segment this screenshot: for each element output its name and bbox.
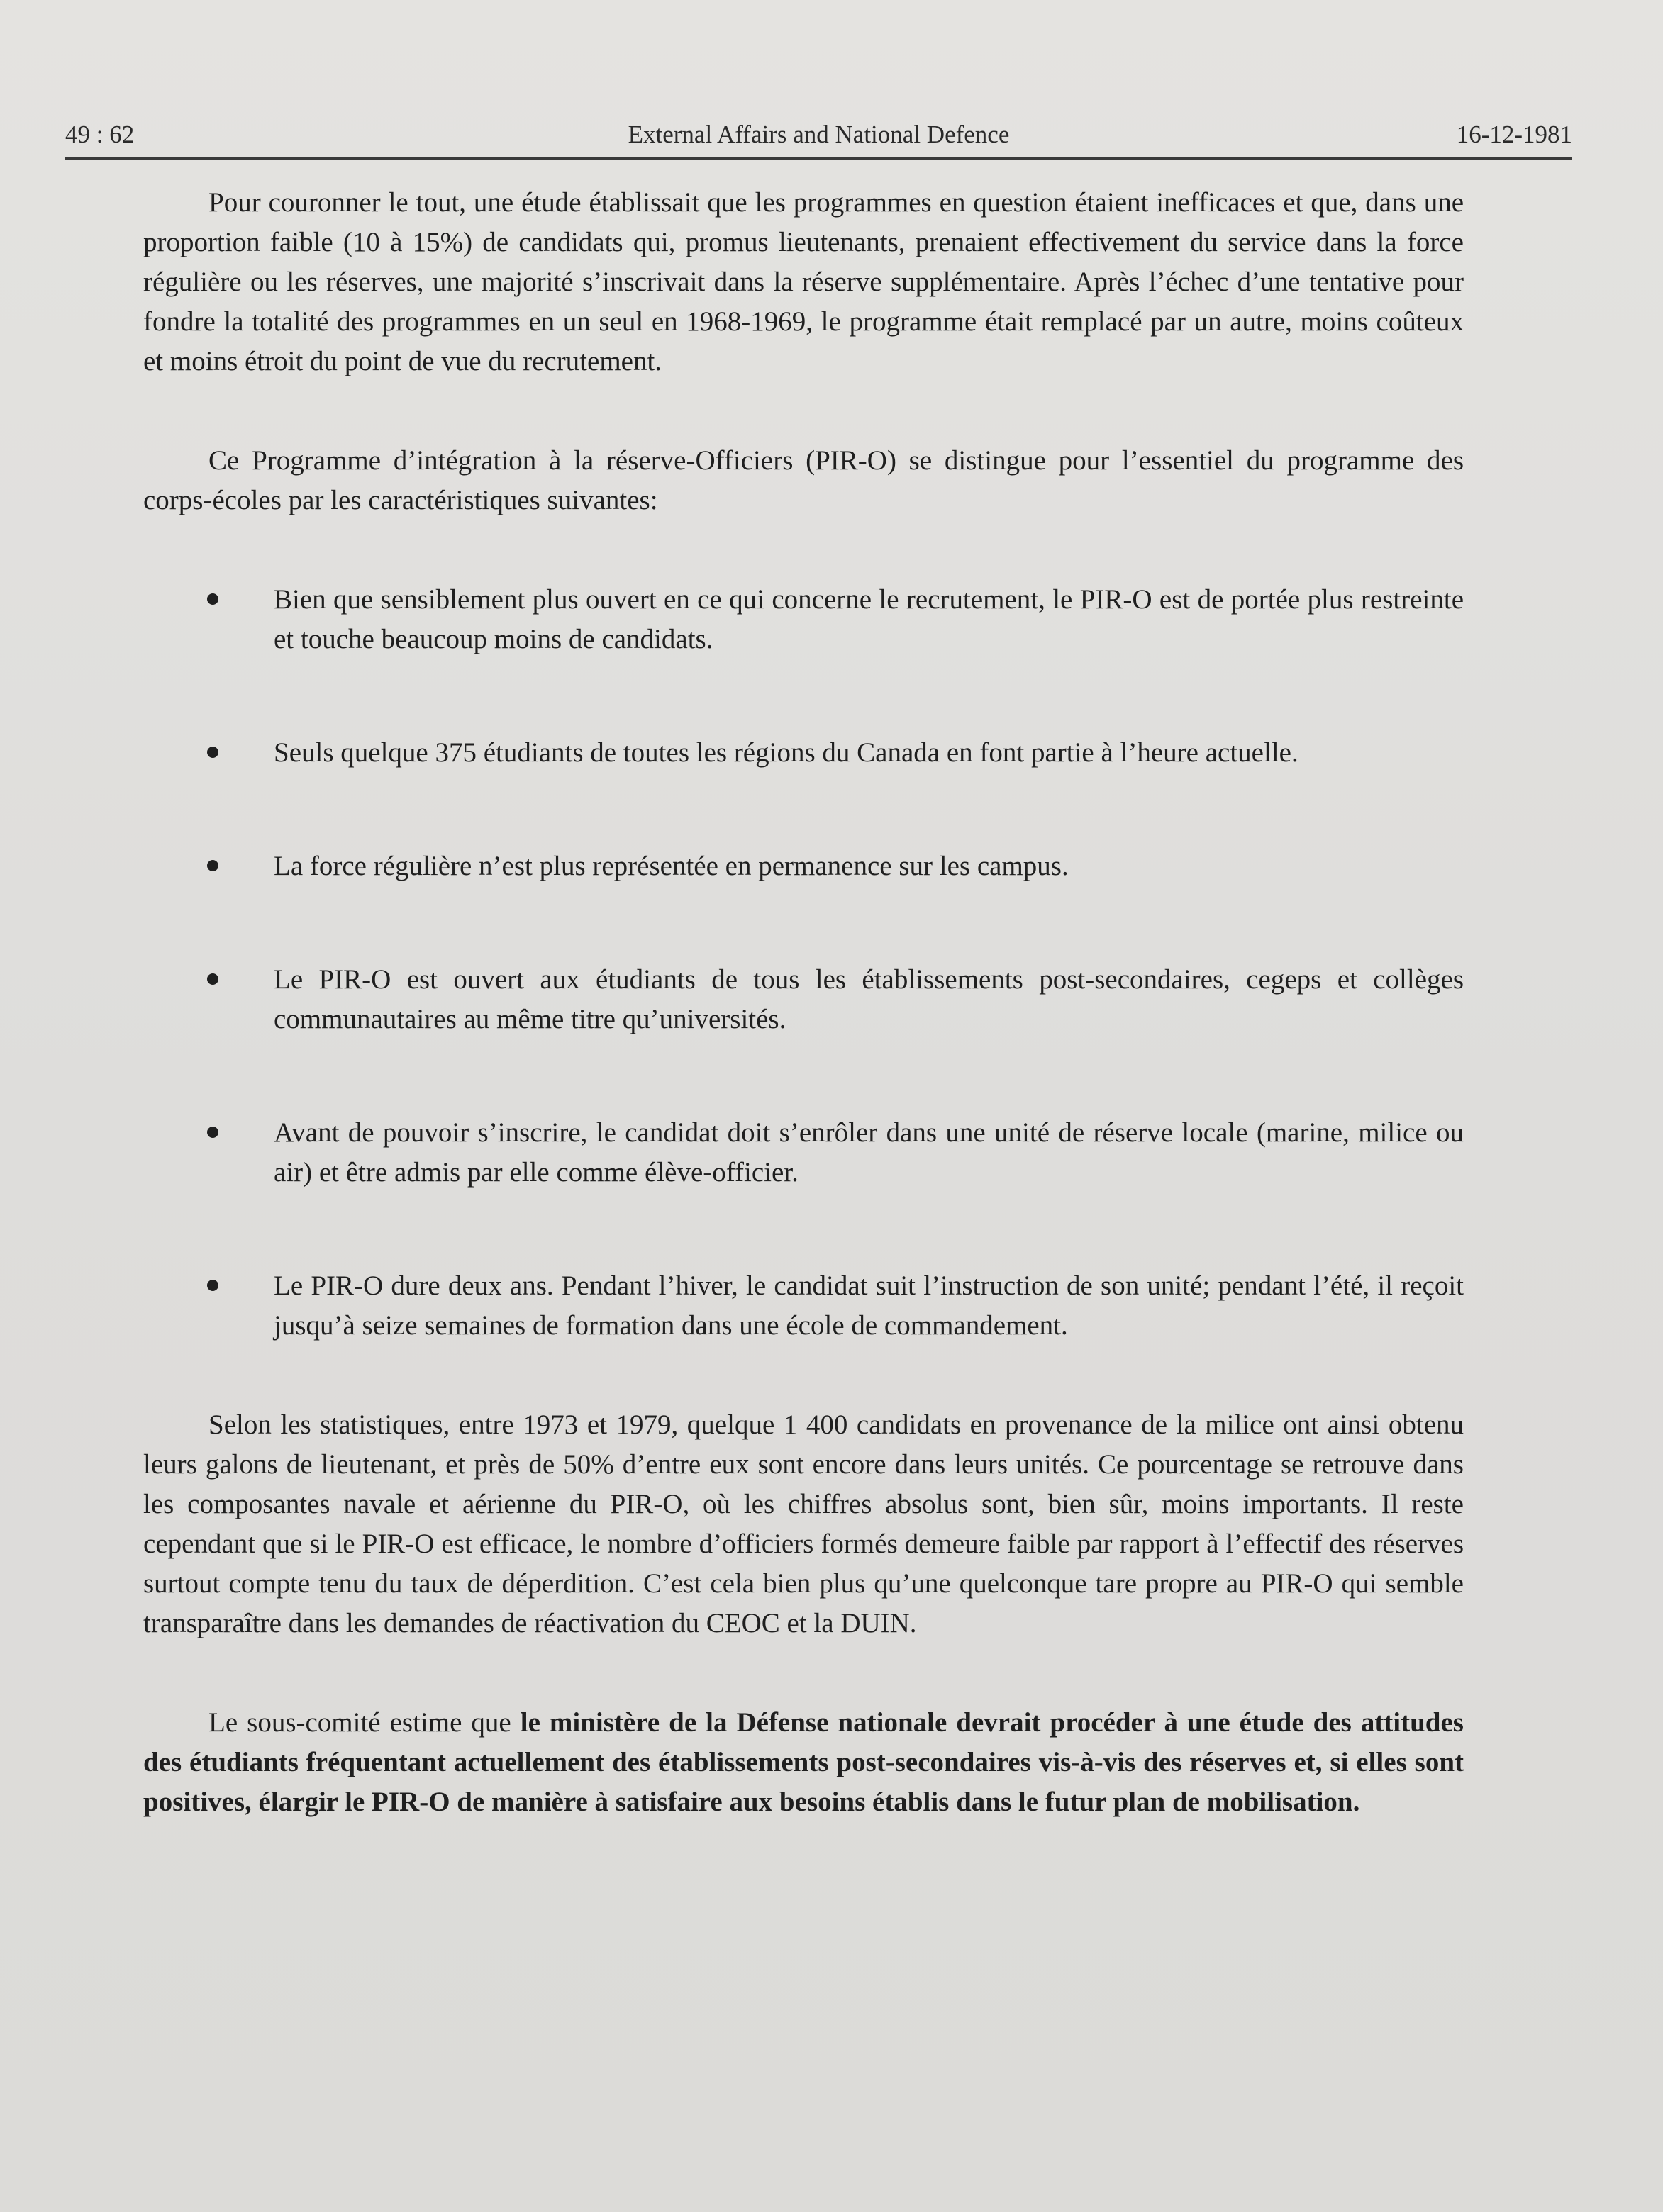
header-rule — [65, 157, 1572, 160]
bullet-icon — [207, 1280, 218, 1291]
bullet-icon — [207, 973, 218, 985]
bullet-icon — [207, 747, 218, 758]
running-header — [65, 113, 1572, 156]
characteristics-list — [143, 580, 1464, 1346]
list-item — [143, 847, 1464, 886]
bullet-icon — [207, 593, 218, 605]
list-item-text: Seuls quelque 375 étudiants de toutes les régions du Canada en font partie à l’heure actuelle. — [274, 737, 1298, 768]
list-item — [143, 960, 1464, 1039]
list-item-text: Avant de pouvoir s’inscrire, le candidat doit s’enrôler dans une unité de réserve locale (marine, milice ou air) et être admis par elle comme élève-officier. — [274, 1117, 1464, 1188]
list-item-text: Le PIR-O est ouvert aux étudiants de tous les établissements post-secondaires, cegeps et collèges communautaires au même titre qu’universités. — [274, 964, 1464, 1034]
list-item — [143, 733, 1464, 773]
list-item-text: Bien que sensiblement plus ouvert en ce qui concerne le recrutement, le PIR-O est de portée plus restreinte et touche beaucoup moins de candidats. — [274, 584, 1464, 654]
body-text — [143, 183, 1464, 1822]
list-item-text: La force régulière n’est plus représentée en permanence sur les campus. — [274, 851, 1069, 881]
bullet-icon — [207, 860, 218, 871]
page-number: 49 : 62 — [65, 121, 135, 148]
paragraph-2: Ce Programme d’intégration à la réserve-Officiers (PIR-O) se distingue pour l’essentiel du programme des corps-écoles par les caractéristiques suivantes: — [143, 445, 1464, 515]
paragraph-3: Selon les statistiques, entre 1973 et 1979, quelque 1 400 candidats en provenance de la milice ont ainsi obtenu leurs galons de lieutenant, et près de 50% d’entre eux sont encore dans leurs unités. Ce pourcentage se retrouve dans les composantes navale et aérienne du PIR-O, où les chiffres absolus sont, bien sûr, moins importants. Il reste cependant que si le PIR-O est efficace, le nombre d’officiers formés demeure faible par rapport à l’effectif des réserves surtout compte tenu du taux de déperdition. C’est cela bien plus qu’une quelconque tare propre au PIR-O qui semble transparaître dans les demandes de réactivation du CEOC et la DUIN. — [143, 1409, 1464, 1638]
recommendation-text: le ministère de la Défense nationale devrait procéder à une étude des attitudes des étudiants fréquentant actuellement des établissements post-secondaires vis-à-vis des réserves et, si elles sont positives, élargir le PIR-O de manière à satisfaire aux besoins établis dans le futur plan de mobilisation. — [143, 1707, 1464, 1817]
list-item-text: Le PIR-O dure deux ans. Pendant l’hiver, le candidat suit l’instruction de son unité; pendant l’été, il reçoit jusqu’à seize semaines de formation dans une école de commandement. — [274, 1270, 1464, 1341]
recommendation-lead: Le sous-comité estime que — [208, 1707, 521, 1738]
paragraph-1: Pour couronner le tout, une étude établissait que les programmes en question étaient inefficaces et que, dans une proportion faible (10 à 15%) de candidats qui, promus lieutenants, prenaient effectivement du service dans la force régulière ou les réserves, une majorité s’inscrivait dans la réserve supplémentaire. Après l’échec d’une tentative pour fondre la totalité des programmes en un seul en 1968-1969, le programme était remplacé par un autre, moins coûteux et moins étroit du point de vue du recrutement. — [143, 187, 1464, 376]
bullet-icon — [207, 1127, 218, 1138]
recommendation-paragraph — [143, 1703, 1464, 1822]
list-item — [143, 1113, 1464, 1192]
list-item — [143, 1266, 1464, 1346]
list-item — [143, 580, 1464, 659]
running-title: External Affairs and National Defence — [628, 121, 1010, 148]
header-date: 16-12-1981 — [1456, 121, 1572, 148]
